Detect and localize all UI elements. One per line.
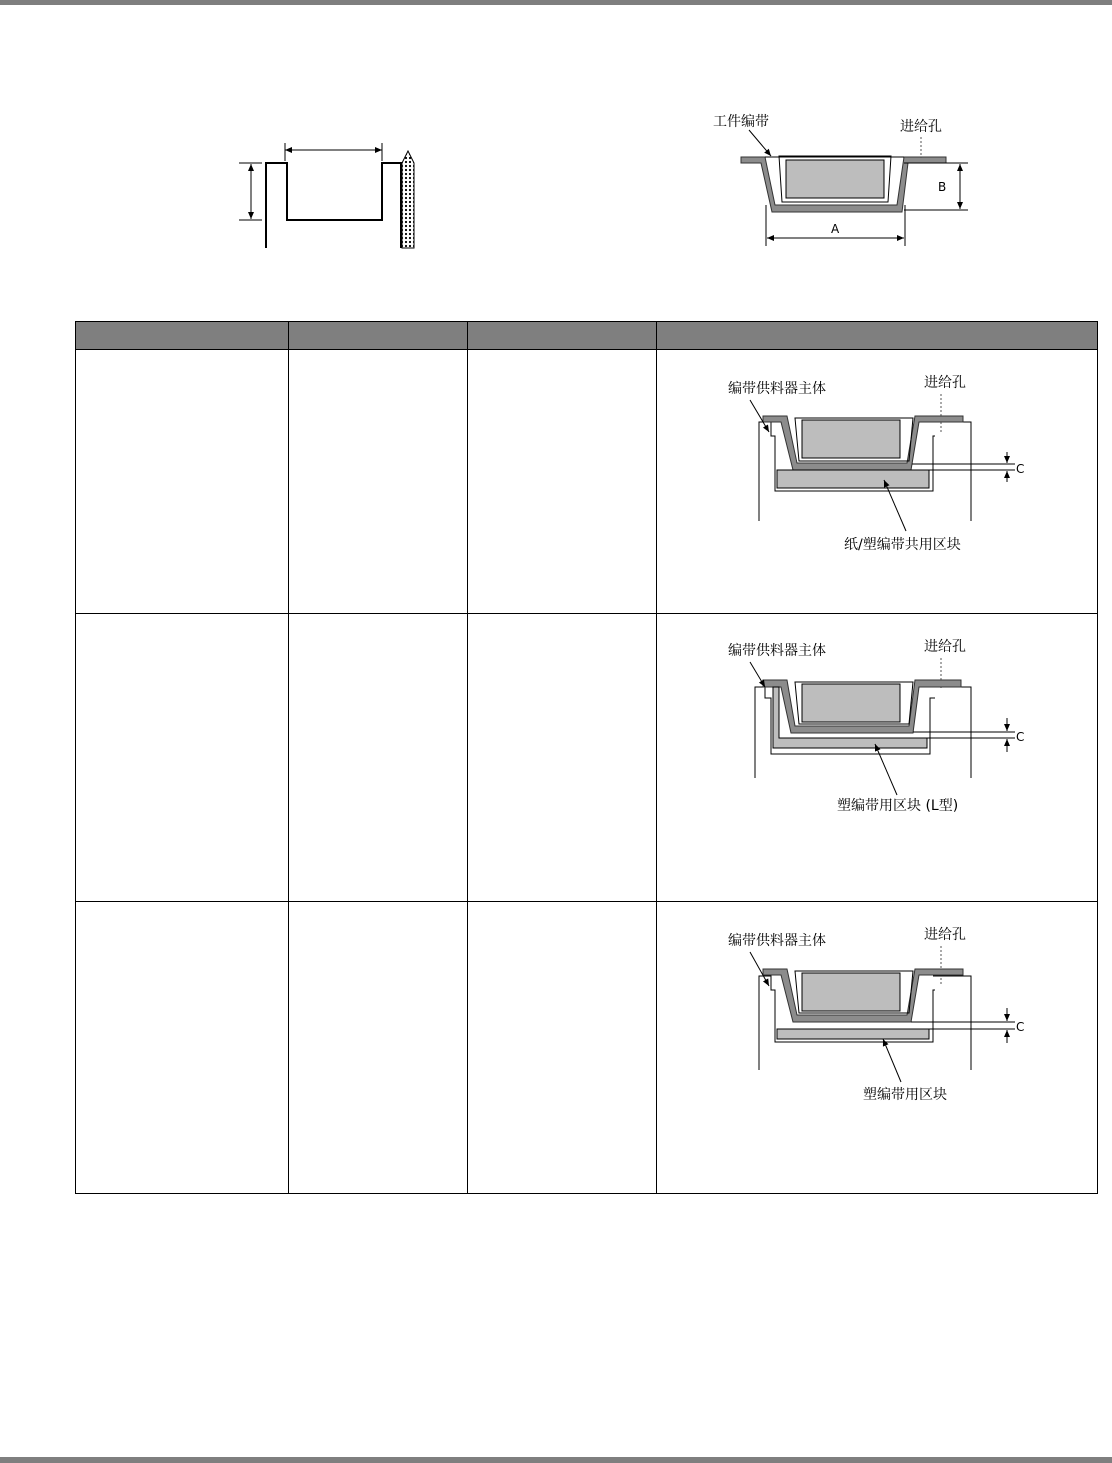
table-cell: [289, 902, 468, 1194]
label-block: 塑编带用区块: [863, 1087, 947, 1103]
spec-table: [75, 321, 1098, 1194]
table-cell: [76, 614, 289, 902]
label-feed-hole: 进给孔: [900, 119, 942, 135]
feeder-diagram-l-block: [657, 614, 1098, 901]
perforated-strip: [402, 151, 414, 248]
label-block: 塑编带用区块 (L型): [837, 798, 959, 814]
header-cell-3: [468, 322, 657, 350]
dimension-b: [904, 163, 968, 210]
table-cell: [76, 902, 289, 1194]
label-feed-hole: 进给孔: [924, 927, 966, 943]
table-cell-diagram: [657, 902, 1098, 1194]
table-header-row: [76, 322, 1098, 350]
table-row: [76, 350, 1098, 614]
table-cell: [468, 902, 657, 1194]
table-cell-diagram: [657, 350, 1098, 614]
table-cell: [289, 614, 468, 902]
shared-block: [777, 470, 929, 488]
profile-outline: [266, 163, 401, 248]
top-rule: [0, 0, 1112, 5]
leader-block: [875, 744, 897, 795]
dimension-depth-arrow: [239, 163, 262, 220]
plastic-block: [777, 1029, 929, 1039]
label-feed-hole: 进给孔: [924, 639, 966, 655]
label-feeder-main-body: 编带供料器主体: [728, 933, 826, 949]
table-row: [76, 614, 1098, 902]
leader-feeder-body: [750, 662, 765, 687]
feeder-diagram-shared-block: [657, 350, 1098, 613]
component: [802, 973, 900, 1011]
label-work-tape: 工件编带: [713, 114, 769, 130]
label-feed-hole: 进给孔: [924, 375, 966, 391]
label-dim-c: C: [1016, 462, 1025, 476]
component: [802, 684, 900, 722]
tape-profile-figure: [234, 138, 434, 254]
header-cell-2: [289, 322, 468, 350]
label-dim-b: B: [938, 180, 947, 194]
tape-cross-section-figure: [700, 105, 990, 255]
label-dim-a: A: [831, 222, 840, 236]
component: [802, 420, 900, 458]
header-cell-4: [657, 322, 1098, 350]
table-cell: [468, 614, 657, 902]
label-block: 纸/塑编带共用区块: [844, 537, 961, 553]
table-row: [76, 902, 1098, 1194]
table-cell-diagram: [657, 614, 1098, 902]
dimension-width-arrow: [285, 143, 382, 161]
table-cell: [76, 350, 289, 614]
label-feeder-main-body: 编带供料器主体: [728, 381, 826, 397]
label-dim-c: C: [1016, 730, 1025, 744]
table-cell: [289, 350, 468, 614]
component: [786, 160, 884, 198]
leader-work-tape: [749, 130, 771, 156]
header-cell-1: [76, 322, 289, 350]
feeder-diagram-plastic-block: [657, 902, 1098, 1193]
label-feeder-main-body: 编带供料器主体: [728, 643, 826, 659]
leader-block: [883, 1039, 901, 1082]
table-cell: [468, 350, 657, 614]
label-dim-c: C: [1016, 1020, 1025, 1034]
bottom-rule: [0, 1457, 1112, 1463]
feeder-frame-right: [933, 422, 971, 521]
feeder-frame-right: [933, 976, 971, 1070]
